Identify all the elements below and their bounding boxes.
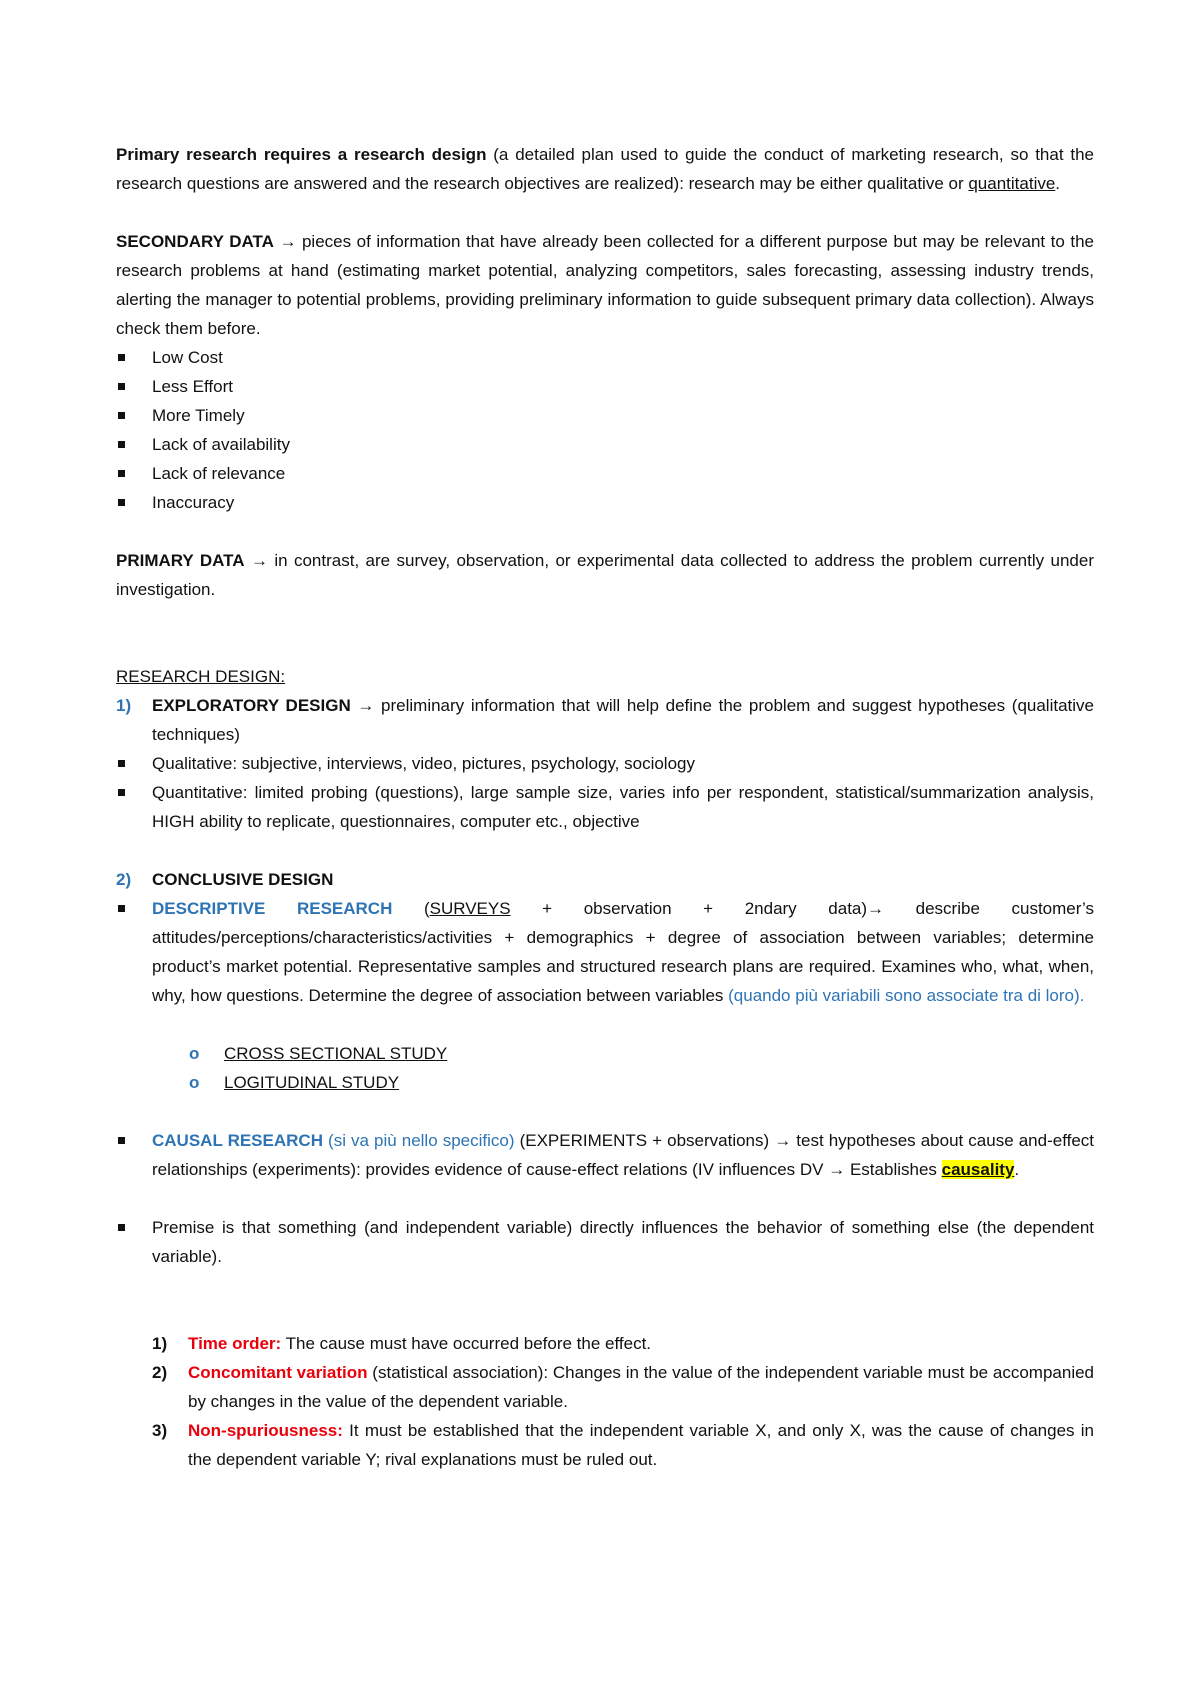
document-page: [116, 140, 1094, 1474]
list-item: [116, 488, 1094, 517]
list-item-text: Lack of availability: [152, 435, 290, 454]
circle-bullet-icon: o: [189, 1044, 200, 1063]
secondary-data-text: pieces of information that have already been collected for a different purpose but may be relevant to the research problems at hand (estimating market potential, analyzing competitors, sales forecasting, assessing industry trends, alerting the manager to potential problems, providing preliminary information to guide subsequent primary data collection). Always check them before.: [116, 232, 1094, 338]
list-item: [116, 372, 1094, 401]
secondary-data-label: SECONDARY DATA: [116, 232, 274, 251]
arrow-right-icon: →: [250, 551, 268, 570]
list-item-text: Inaccuracy: [152, 493, 235, 512]
causal-italian-note: (si va più nello specifico): [322, 1131, 515, 1150]
condition-text: The cause must have occurred before the effect.: [281, 1334, 652, 1353]
list-item: [116, 749, 1094, 778]
list-item: [116, 343, 1094, 372]
condition-item: [116, 1358, 1094, 1416]
cross-sectional-study: CROSS SECTIONAL STUDY: [224, 1044, 448, 1063]
circle-bullet-icon: o: [189, 1073, 200, 1092]
primary-data-text: in contrast, are survey, observation, or experimental data collected to address the problem currently under investigation.: [116, 551, 1095, 599]
intro-paragraph: [116, 140, 1094, 198]
square-bullet-icon: [118, 441, 125, 448]
causal-research-item: [116, 1126, 1094, 1184]
arrow-right-icon: →: [828, 1160, 846, 1179]
list-item: [116, 1039, 1094, 1068]
condition-label: Time order:: [188, 1334, 282, 1353]
descriptive-italian-note: (quando più variabili sono associate tra di loro).: [728, 986, 1085, 1005]
intro-end: .: [1055, 174, 1061, 193]
paren-rest: + observation + 2ndary data): [510, 899, 868, 918]
square-bullet-icon: [118, 1137, 125, 1144]
surveys-term: SURVEYS: [429, 899, 511, 918]
arrow-right-icon: →: [774, 1131, 792, 1150]
causality-highlight: causality: [941, 1160, 1015, 1179]
square-bullet-icon: [118, 789, 125, 796]
list-item: [116, 1068, 1094, 1097]
list-number: 1): [152, 1334, 168, 1353]
paren-open: (: [392, 899, 430, 918]
list-number: 3): [152, 1421, 168, 1440]
exploratory-text: preliminary information that will help define the problem and suggest hypotheses (qualitative techniques): [152, 696, 1094, 744]
conclusive-design-item: [116, 865, 1094, 894]
list-item: [116, 778, 1094, 836]
list-item-text: Low Cost: [152, 348, 223, 367]
list-item-text: More Timely: [152, 406, 245, 425]
qualitative-text: Qualitative: subjective, interviews, video, pictures, psychology, sociology: [152, 754, 695, 773]
quantitative-term: quantitative: [968, 174, 1056, 193]
square-bullet-icon: [118, 354, 125, 361]
causal-label: CAUSAL RESEARCH: [152, 1131, 323, 1150]
exploratory-label: EXPLORATORY DESIGN: [152, 696, 351, 715]
list-number: 2): [116, 870, 132, 889]
primary-data-label: PRIMARY DATA: [116, 551, 245, 570]
square-bullet-icon: [118, 470, 125, 477]
primary-data-paragraph: [116, 546, 1094, 604]
square-bullet-icon: [118, 499, 125, 506]
research-design-heading: [116, 662, 1094, 691]
exploratory-design-item: [116, 691, 1094, 749]
arrow-right-icon: →: [279, 232, 297, 251]
descriptive-label: DESCRIPTIVE RESEARCH: [152, 899, 393, 918]
list-item: [116, 459, 1094, 488]
intro-text: (a detailed plan used to guide the conduct of marketing research, so that the research questions are answered and the research objectives are realized): research may be either qualitative or: [116, 145, 1094, 193]
list-item-text: Lack of relevance: [152, 464, 286, 483]
square-bullet-icon: [118, 412, 125, 419]
square-bullet-icon: [118, 1224, 125, 1231]
causal-end: .: [1014, 1160, 1020, 1179]
square-bullet-icon: [118, 760, 125, 767]
condition-item: [116, 1329, 1094, 1358]
secondary-data-paragraph: [116, 227, 1094, 343]
arrow-right-icon: →: [357, 696, 375, 715]
causal-text: test hypotheses about cause and-effect relationships (experiments): provides evidence of cause-effect relations (IV influences DV: [152, 1131, 1095, 1179]
premise-text: Premise is that something (and independent variable) directly influences the behavior of something else (the dependent variable).: [152, 1218, 1094, 1266]
descriptive-text: describe customer’s attitudes/perceptions/characteristics/activities + demographics + degree of association between variables; determine product’s market potential. Representative samples and structured research plans are required. Examines who, what, when, why, how questions. Determine the degree of association between variables: [152, 899, 1095, 1005]
arrow-right-icon: →: [867, 899, 885, 918]
condition-item: [116, 1416, 1094, 1474]
condition-text: (statistical association): Changes in the value of the independent variable must be accompanied by changes in the value of the dependent variable.: [188, 1363, 1095, 1411]
list-item: [116, 401, 1094, 430]
conclusive-label: CONCLUSIVE DESIGN: [152, 870, 334, 889]
quantitative-text: Quantitative: limited probing (questions), large sample size, varies info per respondent, statistical/summarization analysis, HIGH ability to replicate, questionnaires, computer etc., objective: [152, 783, 1094, 831]
descriptive-research-item: [116, 894, 1094, 1010]
causal-paren: (EXPERIMENTS + observations): [514, 1131, 775, 1150]
list-item: [116, 430, 1094, 459]
list-item-text: Less Effort: [152, 377, 233, 396]
list-number: 2): [152, 1363, 168, 1382]
condition-label: Non-spuriousness:: [188, 1421, 343, 1440]
intro-bold: Primary research requires a research design: [116, 145, 487, 164]
square-bullet-icon: [118, 905, 125, 912]
condition-text: It must be established that the independent variable X, and only X, was the cause of changes in the dependent variable Y; rival explanations must be ruled out.: [188, 1421, 1094, 1469]
causal-text-2: Establishes: [845, 1160, 942, 1179]
heading-text: RESEARCH DESIGN:: [116, 667, 286, 686]
list-number: 1): [116, 696, 132, 715]
longitudinal-study: LOGITUDINAL STUDY: [224, 1073, 400, 1092]
condition-label: Concomitant variation: [188, 1363, 368, 1382]
square-bullet-icon: [118, 383, 125, 390]
premise-item: [116, 1213, 1094, 1271]
